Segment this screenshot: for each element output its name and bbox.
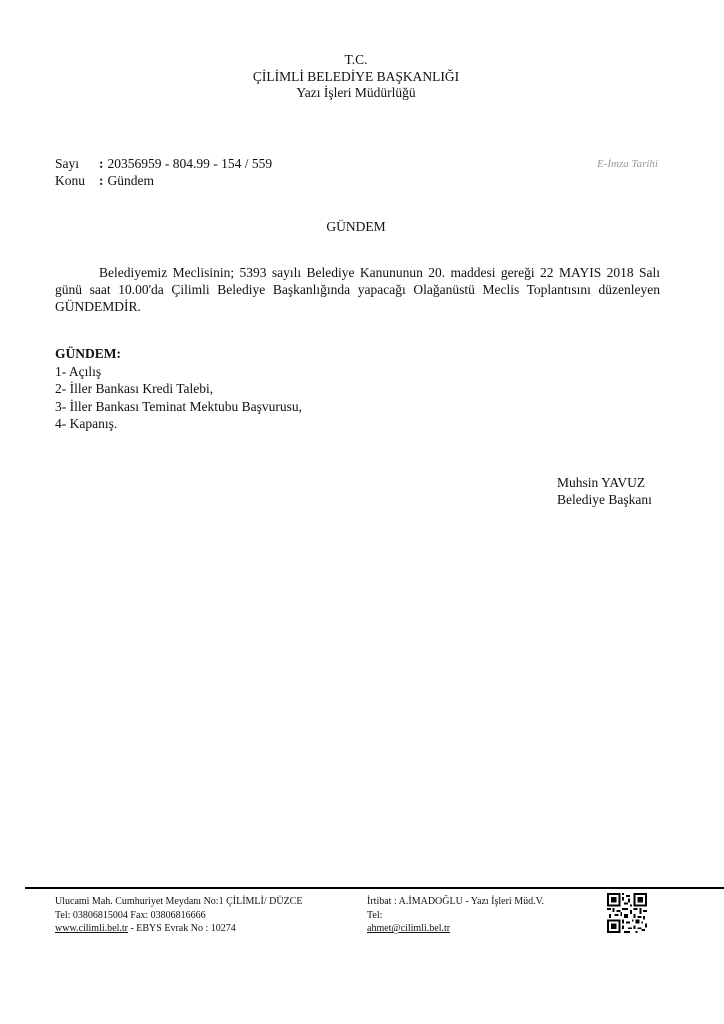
agenda-heading: GÜNDEM: bbox=[55, 346, 121, 361]
reference-number-row bbox=[55, 155, 272, 172]
website-link[interactable]: www.cilimli.bel.tr bbox=[55, 923, 128, 934]
footer-address: Ulucami Mah. Cumhuriyet Meydanı No:1 ÇİLİMLİ/ DÜZCE bbox=[55, 896, 303, 907]
colon: : bbox=[99, 156, 104, 171]
email-link[interactable]: ahmet@cilimli.bel.tr bbox=[367, 923, 451, 934]
footer-address-block bbox=[55, 895, 302, 936]
letterhead bbox=[0, 52, 712, 102]
signer-title: Belediye Başkanı bbox=[557, 492, 652, 507]
qr-code-icon bbox=[607, 893, 647, 933]
footer-contact-block bbox=[367, 895, 544, 936]
agenda-item: 2- İller Bankası Kredi Talebi, bbox=[55, 381, 214, 396]
footer-web-row bbox=[55, 922, 302, 936]
agenda-item: 4- Kapanış. bbox=[55, 416, 118, 431]
letterhead-institution: ÇİLİMLİ BELEDİYE BAŞKANLIĞI bbox=[252, 68, 460, 84]
letterhead-department: Yazı İşleri Müdürlüğü bbox=[296, 85, 416, 100]
colon: : bbox=[99, 173, 104, 188]
subject-label: Konu bbox=[55, 173, 85, 188]
subject-row bbox=[55, 172, 272, 189]
document-meta bbox=[55, 155, 272, 189]
subject-value: Gündem bbox=[107, 173, 154, 188]
signature-block bbox=[557, 474, 652, 508]
e-signature-date-label: E-İmza Tarihi bbox=[596, 158, 658, 170]
signer-name: Muhsin YAVUZ bbox=[557, 475, 646, 490]
footer-divider bbox=[25, 887, 724, 889]
footer-contact-tel: Tel: bbox=[367, 909, 383, 921]
ebys-number: - EBYS Evrak No : 10274 bbox=[127, 923, 236, 934]
body-paragraph: Belediyemiz Meclisinin; 5393 sayılı Belediye Kanununun 20. maddesi gereği 22 MAYIS 2018 Salı günü saat 10.00'da Çilimli Belediye Başkanlığında yapacağı Olağanüstü Meclis Toplantısını düzenleyen GÜNDEMDİR. bbox=[55, 265, 660, 314]
agenda-item: 1- Açılış bbox=[55, 363, 102, 379]
letterhead-country: T.C. bbox=[344, 52, 368, 67]
footer-contact: İrtibat : A.İMADOĞLU - Yazı İşleri Müd.V. bbox=[367, 896, 545, 907]
agenda-list bbox=[55, 345, 302, 433]
document-title: GÜNDEM bbox=[326, 219, 386, 234]
footer-phone: Tel: 03806815004 Fax: 03806816666 bbox=[55, 909, 206, 921]
agenda-item: 3- İller Bankası Teminat Mektubu Başvurusu, bbox=[55, 398, 303, 414]
reference-number-value: 20356959 - 804.99 - 154 / 559 bbox=[107, 156, 273, 171]
reference-number-label: Sayı bbox=[55, 156, 80, 171]
